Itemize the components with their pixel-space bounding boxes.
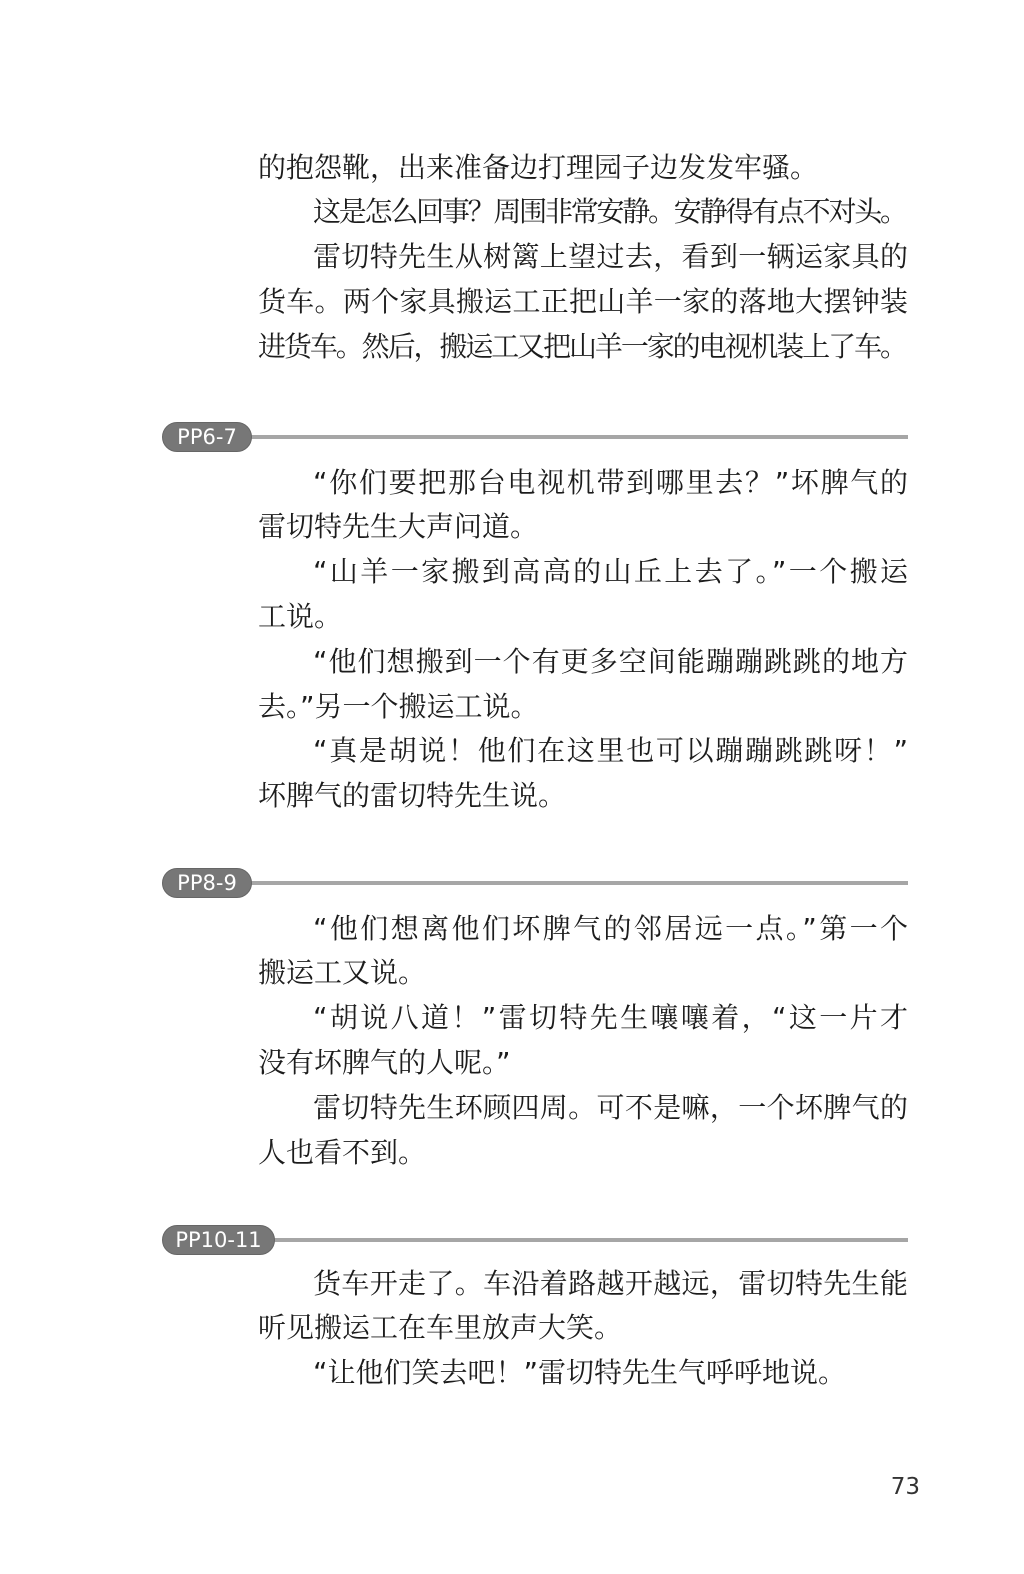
line-text: 货车开走了。车沿着路越开越远，雷切特先生能 (313, 1266, 909, 1300)
text-line (258, 550, 911, 595)
text-block (258, 1262, 908, 1396)
line-text: “让他们笑去吧！”雷切特先生气呼呼地说。 (313, 1356, 847, 1390)
line-text: 去。”另一个搬运工说。 (258, 689, 539, 723)
text-line (258, 325, 908, 370)
paragraph (258, 190, 908, 235)
page-range-label: PP6-7 (162, 422, 252, 452)
paragraph (258, 996, 911, 1086)
paragraph (258, 1262, 908, 1352)
text-block (258, 907, 911, 1176)
text-line (258, 505, 908, 550)
line-text: 进货车。然后，搬运工又把山羊一家的电视机装上了车。 (258, 329, 906, 363)
line-text: 没有坏脾气的人呢。” (258, 1045, 511, 1079)
line-text: 坏脾气的雷切特先生说。 (258, 779, 567, 813)
text-line (258, 1131, 908, 1176)
line-text: “胡说八道！”雷切特先生嚷嚷着，“这一片才 (313, 1001, 911, 1035)
text-line (258, 640, 908, 685)
text-line (258, 1041, 908, 1086)
paragraph (258, 146, 908, 191)
line-text: 工说。 (258, 599, 343, 633)
text-line (258, 146, 908, 191)
line-text: 货车。两个家具搬运工正把山羊一家的落地大摆钟装 (258, 284, 909, 318)
line-text: 这是怎么回事？周围非常安静。安静得有点不对头。 (313, 195, 906, 229)
paragraph (258, 235, 908, 369)
page-number: 73 (890, 1474, 920, 1500)
paragraph (258, 1351, 908, 1396)
section-marker-pp6-7 (162, 422, 908, 452)
paragraph (258, 729, 908, 819)
line-text: “真是胡说！他们在这里也可以蹦蹦跳跳呀！” (313, 734, 910, 768)
paragraph (258, 640, 908, 730)
line-text: 雷切特先生大声问道。 (258, 510, 539, 544)
text-line (258, 595, 908, 640)
text-line (258, 235, 908, 280)
line-text: “他们想离他们坏脾气的邻居远一点。”第一个 (313, 911, 911, 945)
paragraph (258, 907, 911, 997)
text-line (258, 996, 911, 1041)
paragraph (258, 461, 908, 551)
text-block (258, 146, 908, 370)
paragraph (258, 1086, 908, 1176)
text-block (258, 461, 911, 819)
line-text: 人也看不到。 (258, 1135, 427, 1169)
line-text: 搬运工又说。 (258, 956, 427, 990)
text-line (258, 1262, 908, 1307)
divider-line (192, 881, 908, 885)
text-line (258, 1351, 908, 1396)
line-text: 的抱怨靴，出来准备边打理园子边发发牢骚。 (258, 150, 819, 184)
text-line (258, 774, 908, 819)
section-marker-pp8-9 (162, 868, 908, 898)
text-line (258, 729, 908, 774)
text-line (258, 1086, 908, 1131)
text-line (258, 951, 908, 996)
divider-line (192, 1238, 908, 1242)
divider-line (192, 435, 908, 439)
line-text: 雷切特先生环顾四周。可不是嘛，一个坏脾气的 (313, 1090, 909, 1124)
text-line (258, 1306, 908, 1351)
line-text: 听见搬运工在车里放声大笑。 (258, 1311, 623, 1345)
line-text: “他们想搬到一个有更多空间能蹦蹦跳跳的地方 (313, 644, 910, 678)
text-line (258, 190, 908, 235)
page-range-label: PP8-9 (162, 868, 252, 898)
section-marker-pp10-11 (162, 1225, 908, 1255)
text-line (258, 685, 908, 730)
text-line (258, 461, 908, 506)
page-range-label: PP10-11 (162, 1225, 275, 1255)
line-text: 雷切特先生从树篱上望过去，看到一辆运家具的 (313, 240, 909, 274)
line-text: “山羊一家搬到高高的山丘上去了。”一个搬运 (313, 555, 911, 589)
text-line (258, 907, 911, 952)
line-text: “你们要把那台电视机带到哪里去？”坏脾气的 (313, 465, 910, 499)
text-line (258, 280, 908, 325)
paragraph (258, 550, 911, 640)
